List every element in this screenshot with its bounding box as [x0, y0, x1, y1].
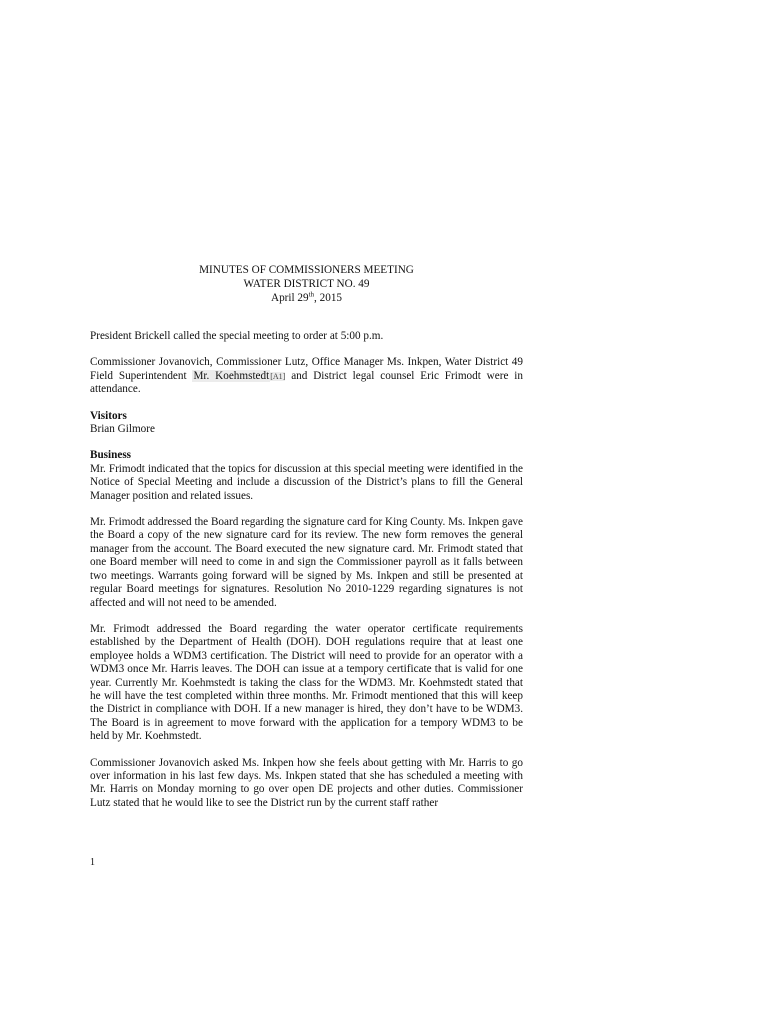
- page-number: 1: [90, 857, 95, 868]
- visitor-name: Brian Gilmore: [90, 423, 155, 436]
- business-paragraph-4: Commissioner Jovanovich asked Ms. Inkpen how she feels about getting with Mr. Harris to go over information in his last few days. Ms. Inkpen stated that she has scheduled a meeting with Mr. Harris on Monday morning to go over open DE projects and other duties. Commissioner Lutz stated that he would like to see the District run by the current staff rather: [90, 756, 523, 809]
- attendance-text-end: and District legal counsel Eric Frimodt were in attendance.: [90, 369, 523, 396]
- header-date: [90, 291, 523, 305]
- call-to-order-paragraph: President Brickell called the special meeting to order at 5:00 p.m.: [90, 330, 384, 342]
- attendance-text-start: Commissioner Jovanovich, Commissioner Lutz, Office Manager Ms. Inkpen, Water District 49 Field Superintendent: [90, 356, 523, 382]
- business-heading: Business: [90, 449, 132, 462]
- commented-name-highlight[interactable]: Mr. Koehmstedt: [193, 369, 270, 382]
- business-paragraph-3: Mr. Frimodt addressed the Board regarding the water operator certificate requirements established by the Department of Health (DOH). DOH regulations require that at least one employee holds a WDM3 certification. The District will need to provide for an operator with a WDM3 once Mr. Harris leaves. The DOH can issue at a tempory certificate that is valid for one year. Currently Mr. Koehmstedt is taking the class for the WDM3. Mr. Koehmstedt stated that he will have the test completed within three months. Mr. Frimodt mentioned that this will keep the District in compliance with DOH. If a new manager is hired, they don’t have to be WDM3. The Board is in agreement to move forward with the application for a tempory WDM3 to be held by Mr. Koehmstedt.: [90, 622, 523, 743]
- document-body: [90, 330, 523, 823]
- document-header: [90, 263, 523, 305]
- header-date-suffix: th: [308, 290, 315, 299]
- header-date-year: , 2015: [314, 292, 343, 304]
- visitors-heading: Visitors: [90, 409, 127, 422]
- header-title: MINUTES OF COMMISSIONERS MEETING: [199, 264, 414, 276]
- header-district: WATER DISTRICT NO. 49: [243, 278, 370, 290]
- comment-reference-marker[interactable]: [A1]: [270, 371, 286, 381]
- business-paragraph-1: Mr. Frimodt indicated that the topics for discussion at this special meeting were identified in the Notice of Special Meeting and include a discussion of the District’s plans to fill the General Manager position and related issues.: [90, 462, 523, 502]
- attendance-paragraph: [90, 356, 523, 396]
- business-paragraph-2: Mr. Frimodt addressed the Board regarding the signature card for King County. Ms. Inkpen gave the Board a copy of the new signature card for its review. The new form removes the general manager from the account. The Board executed the new signature card. Mr. Frimodt stated that one Board member will need to come in and sign the Commissioner payroll as it falls between two meetings. Warrants going forward will be signed by Ms. Inkpen and still be presented at regular Board meetings for signatures. Resolution No 2010-1229 regarding signatures is not affected and will not need to be amended.: [90, 516, 523, 609]
- header-date-month-day: April 29: [270, 292, 309, 304]
